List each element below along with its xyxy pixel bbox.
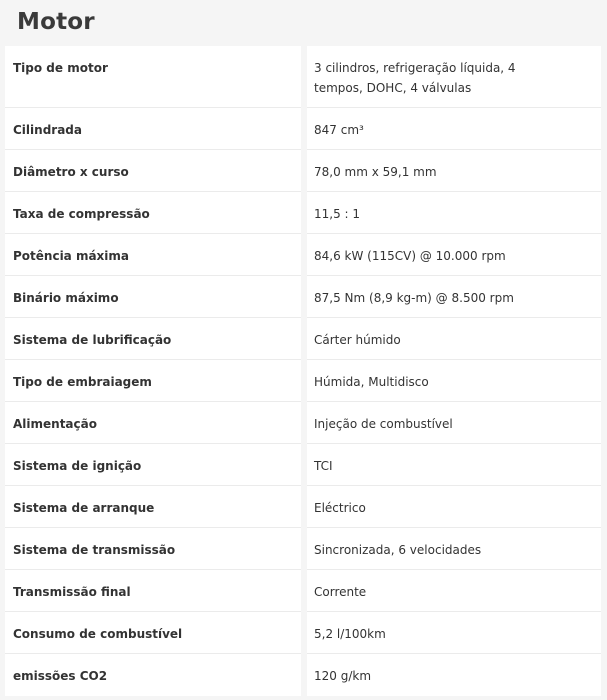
spec-value: 78,0 mm x 59,1 mm xyxy=(307,150,601,192)
spec-label: Binário máximo xyxy=(5,276,301,318)
spec-value: 120 g/km xyxy=(307,654,601,696)
spec-label: Sistema de lubrificação xyxy=(5,318,301,360)
table-row xyxy=(0,612,607,654)
table-row xyxy=(0,276,607,318)
spec-label: Sistema de transmissão xyxy=(5,528,301,570)
spec-value: 84,6 kW (115CV) @ 10.000 rpm xyxy=(307,234,601,276)
spec-table xyxy=(0,46,607,696)
spec-value: TCI xyxy=(307,444,601,486)
table-row xyxy=(0,108,607,150)
spec-value: 847 cm³ xyxy=(307,108,601,150)
table-row xyxy=(0,360,607,402)
spec-value: Injeção de combustível xyxy=(307,402,601,444)
spec-value: 3 cilindros, refrigeração líquida, 4 tempos, DOHC, 4 válvulas xyxy=(307,46,601,108)
spec-label: Potência máxima xyxy=(5,234,301,276)
table-row xyxy=(0,486,607,528)
spec-label: Sistema de ignição xyxy=(5,444,301,486)
spec-value: Corrente xyxy=(307,570,601,612)
spec-label: Taxa de compressão xyxy=(5,192,301,234)
spec-label: Tipo de motor xyxy=(5,46,301,108)
spec-value: Eléctrico xyxy=(307,486,601,528)
spec-label: Diâmetro x curso xyxy=(5,150,301,192)
section-header xyxy=(0,0,607,46)
table-row xyxy=(0,402,607,444)
spec-label: Cilindrada xyxy=(5,108,301,150)
spec-value: 11,5 : 1 xyxy=(307,192,601,234)
spec-label: Alimentação xyxy=(5,402,301,444)
table-row xyxy=(0,150,607,192)
spec-value: Cárter húmido xyxy=(307,318,601,360)
spec-label: Transmissão final xyxy=(5,570,301,612)
section-title: Motor xyxy=(17,9,95,35)
spec-label: Tipo de embraiagem xyxy=(5,360,301,402)
spec-value: 5,2 l/100km xyxy=(307,612,601,654)
spec-label: emissões CO2 xyxy=(5,654,301,696)
table-row xyxy=(0,46,607,108)
table-row xyxy=(0,318,607,360)
table-row xyxy=(0,192,607,234)
spec-label: Sistema de arranque xyxy=(5,486,301,528)
table-row xyxy=(0,528,607,570)
table-row xyxy=(0,654,607,696)
table-row xyxy=(0,444,607,486)
spec-value: Húmida, Multidisco xyxy=(307,360,601,402)
table-row xyxy=(0,234,607,276)
spec-label: Consumo de combustível xyxy=(5,612,301,654)
table-row xyxy=(0,570,607,612)
spec-value: 87,5 Nm (8,9 kg-m) @ 8.500 rpm xyxy=(307,276,601,318)
spec-value: Sincronizada, 6 velocidades xyxy=(307,528,601,570)
